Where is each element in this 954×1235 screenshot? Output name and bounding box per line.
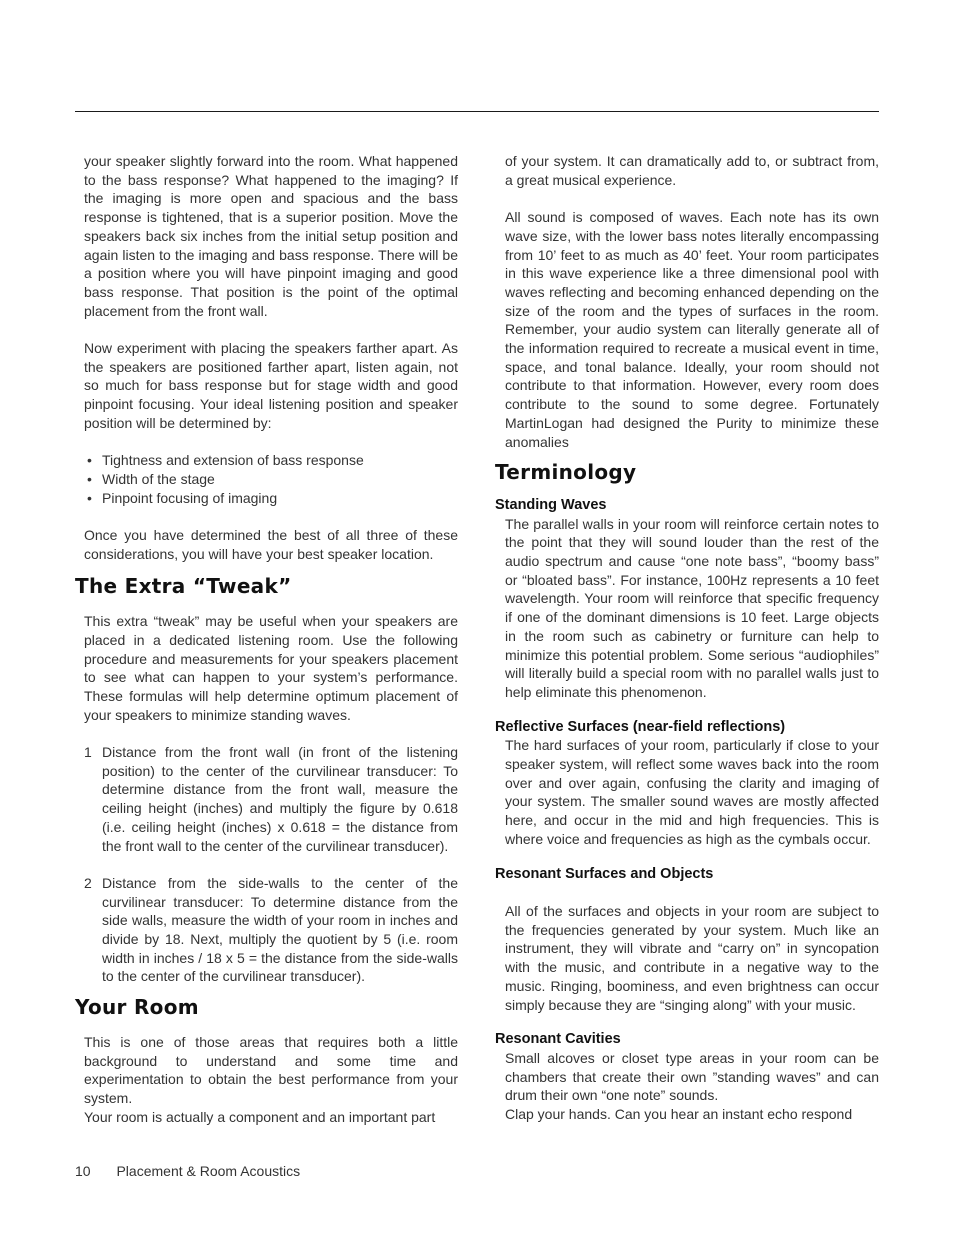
body-paragraph: Your room is actually a component and an important part	[84, 1108, 436, 1125]
body-paragraph: your speaker slightly forward into the room. What happened to the bass response? What happened to the imaging? If the imaging is more open and spacious and the bass response is tightened, that is a superior position. Move the speakers back six inches from the initial setup position and again listen to the imaging and bass response. There will be a position where you will have pinpoint imaging and good bass response. That position is the point of the optimal placement from the front wall.	[84, 153, 458, 319]
right-column	[495, 152, 879, 1124]
left-column	[75, 152, 458, 1126]
body-paragraph: This extra “tweak” may be useful when your speakers are placed in a dedicated listening room. Use the following procedure and measurements for your speakers placement to see what can happen to your system’s performance. These formulas will help determine optimum placement of your speakers to minimize standing waves.	[84, 613, 458, 723]
section-heading-terminology: Terminology	[495, 460, 637, 485]
list-item: • Pinpoint focusing of imaging	[84, 489, 458, 508]
page-number: 10	[75, 1163, 91, 1179]
body-paragraph: All sound is composed of waves. Each note has its own wave size, with the lower bass notes literally encompassing from 10’ feet to as much as 40’ feet. Your room participates in this wave experience like a three dimensional pool with waves reflecting and becoming enhanced depending on the size of the room and the types of surfaces in the room. Remember, your audio system can literally generate all of the information required to recreate a musical event in time, space, and tonal balance. Ideally, your room should not contribute to that information. However, every room does contribute to the sound to some degree. Fortunately MartinLogan had designed the Purity to minimize these anomalies	[505, 209, 879, 450]
list-item: • Width of the stage	[84, 470, 458, 489]
subheading-resonant-cavities: Resonant Cavities	[495, 1031, 621, 1048]
numbered-item-1	[84, 743, 458, 855]
body-paragraph: This is one of those areas that requires both a little background to understand and some time and experimentation to obtain the best performance from your system.	[84, 1033, 458, 1106]
body-paragraph: Clap your hands. Can you hear an instant echo respond	[505, 1106, 853, 1123]
list-item: • Tightness and extension of bass response	[84, 451, 458, 470]
body-paragraph: All of the surfaces and objects in your room are subject to the frequencies generated by your system. Much like an instrument, they will vibrate and “carry on” in syncopation with the music, and contribute in a negative way to the music. Ringing, boominess, and even brightness can occur simply because they are “singing along” with your music.	[505, 902, 879, 1013]
body-paragraph: Now experiment with placing the speakers farther apart. As the speakers are positioned farther apart, listen again, not so much for bass response but for stage width and good pinpoint focusing. Your ideal listening position and speaker position will be determined by:	[84, 340, 458, 431]
footer-section-title: Placement & Room Acoustics	[116, 1163, 301, 1179]
item-text: Distance from the side-walls to the center of the curvilinear transducer: To determine distance from the side walls, measure the width of your room in inches and divide by 18. Next, multiply the quotient by 5 (i.e. room width in inches / 18 x 5 = the distance from the side-walls to the center of the curvilinear transducer).	[102, 874, 458, 985]
body-paragraph: Once you have determined the best of all three of these considerations, you will have your best speaker location.	[84, 527, 458, 562]
section-heading-room: Your Room	[75, 995, 199, 1020]
body-paragraph: The parallel walls in your room will reinforce certain notes to the point that they will sound louder than the rest of the audio spectrum and cause “one note bass”, “boomy bass” or “bloated bass”. For instance, 100Hz represents a 10 feet wavelength. Your room will reinforce that specific frequency if one of the dominant dimensions is 10 feet. Large objects in the room such as cabinetry or furniture can help to minimize this potential problem. Some serious “audiophiles” will literally build a special room with no parallel walls just to help eliminate this phenomenon.	[505, 515, 879, 700]
subheading-resonant-surfaces: Resonant Surfaces and Objects	[495, 865, 714, 882]
page-footer	[75, 1163, 300, 1179]
body-paragraph: of your system. It can dramatically add to, or subtract from, a great musical experience.	[505, 153, 879, 188]
item-number: 2	[84, 874, 92, 891]
subheading-reflective-surfaces: Reflective Surfaces (near-field reflections)	[495, 718, 786, 735]
item-number: 1	[84, 744, 92, 761]
subheading-standing-waves: Standing Waves	[495, 496, 607, 513]
header-rule	[75, 111, 879, 112]
numbered-item-2	[84, 874, 458, 986]
section-heading-tweak: The Extra “Tweak”	[75, 574, 292, 599]
bullet-list	[84, 451, 458, 507]
item-text: Distance from the front wall (in front of the listening position) to the center of the curvilinear transducer: To determine distance from the front wall, measure the ceiling height (inches) and multiply the figure by 0.618 (i.e. ceiling height (inches) x 0.618 = the distance from the front wall to the center of the curvilinear transducer).	[102, 744, 458, 854]
body-paragraph: Small alcoves or closet type areas in your room can be chambers that create their own ”standing waves” and can drum their own “one note” sounds.	[505, 1049, 879, 1104]
body-paragraph: The hard surfaces of your room, particularly if close to your speaker system, will reflect some waves back into the room over and over again, confusing the clarity and imaging of your system. The smaller sound waves are mostly affected here, and occur in the mid and high frequencies. This is where voice and frequencies as high as the cymbals occur.	[505, 737, 879, 847]
